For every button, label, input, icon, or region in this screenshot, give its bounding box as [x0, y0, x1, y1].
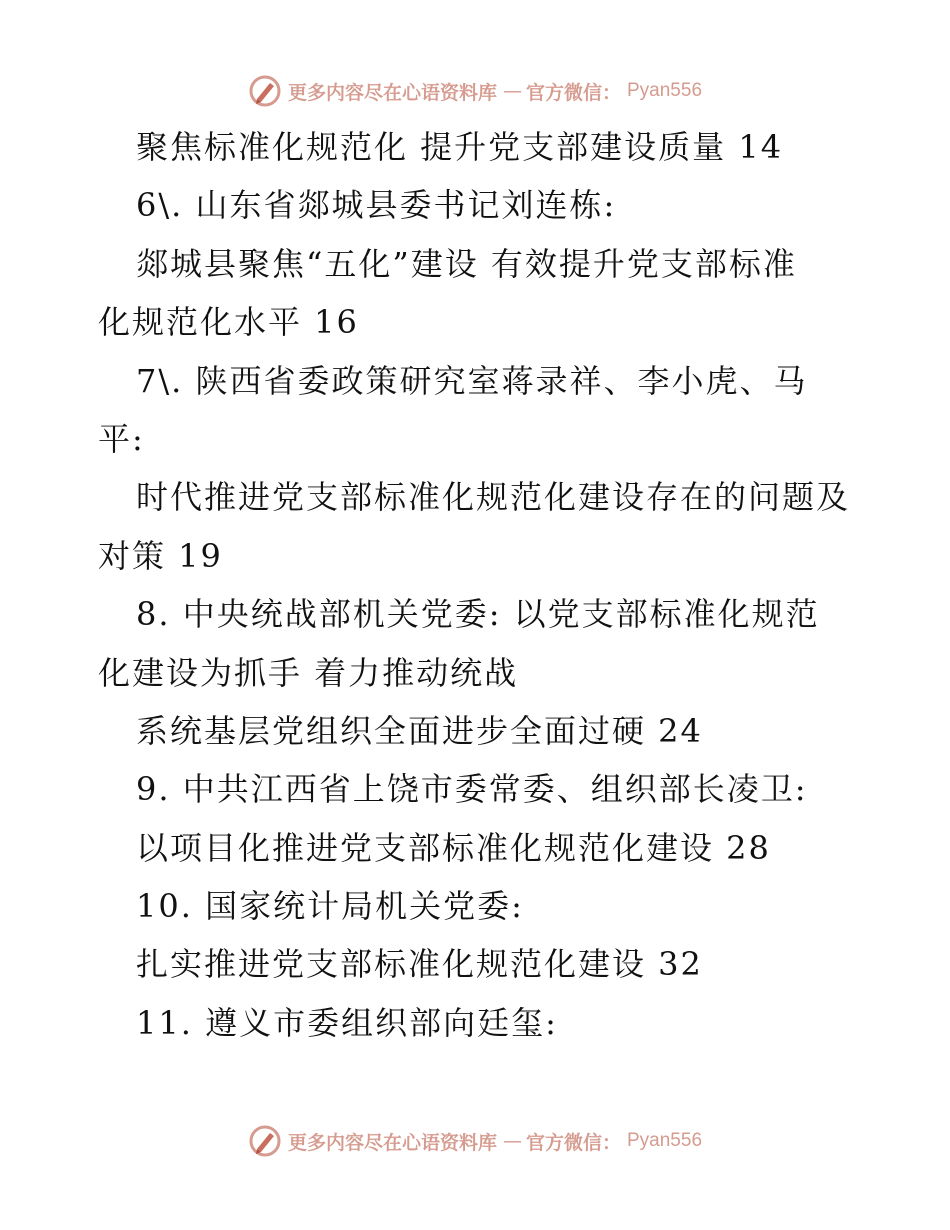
watermark-text: 更多内容尽在心语资料库: [287, 81, 497, 104]
text-line: 11. 遵义市委组织部向廷玺:: [136, 1003, 558, 1042]
document-body: [98, 118, 888, 1052]
watermark-dash: —: [502, 1130, 520, 1152]
watermark-label: 官方微信：: [525, 81, 621, 104]
text-line: 6\. 山东省郯城县委书记刘连栋:: [136, 186, 617, 225]
footer-watermark: [0, 1121, 950, 1161]
text-line: 时代推进党支部标准化规范化建设存在的问题及: [136, 478, 851, 517]
text-line: 8. 中央统战部机关党委: 以党支部标准化规范: [136, 595, 820, 634]
text-line: 系统基层党组织全面进步全面过硬 24: [136, 711, 703, 750]
watermark-account: Pyan556: [627, 80, 703, 101]
pen-logo-icon: [248, 1124, 282, 1158]
text-line: 化规范化水平 16: [98, 303, 359, 342]
text-line: 7\. 陕西省委政策研究室蒋录祥、李小虎、马: [136, 361, 808, 400]
watermark-account: Pyan556: [627, 1130, 703, 1151]
pen-logo-icon: [248, 74, 282, 108]
watermark-text: 更多内容尽在心语资料库: [287, 1131, 497, 1154]
text-line: 对策 19: [98, 536, 223, 575]
header-watermark: [0, 71, 950, 111]
text-line: 9. 中共江西省上饶市委常委、组织部长凌卫:: [136, 770, 808, 809]
text-line: 平:: [98, 419, 145, 458]
text-line: 10. 国家统计局机关党委:: [136, 887, 524, 926]
text-line: 郯城县聚焦“五化”建设 有效提升党支部标准: [136, 244, 797, 283]
text-line: 化建设为抓手 着力推动统战: [98, 653, 519, 692]
watermark-dash: —: [502, 80, 520, 102]
text-line: 扎实推进党支部标准化规范化建设 32: [136, 945, 703, 984]
watermark-label: 官方微信：: [525, 1131, 621, 1154]
text-line: 以项目化推进党支部标准化规范化建设 28: [136, 828, 771, 867]
text-line: 聚焦标准化规范化 提升党支部建设质量 14: [136, 128, 784, 166]
